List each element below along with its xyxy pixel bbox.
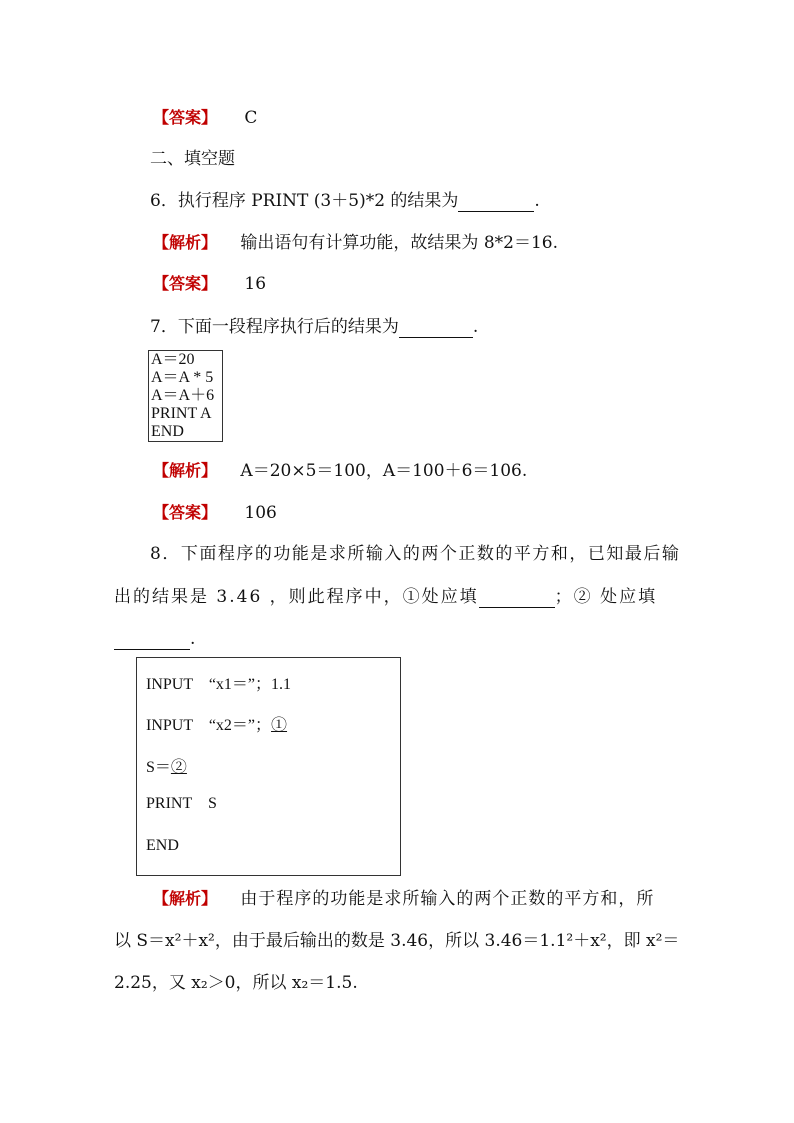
q7-text: 下面一段程序执行后的结果为 [177,317,399,337]
answer-label: 【答案】 [153,274,218,293]
q8-analysis-line2: 以 S＝x²＋x²，由于最后输出的数是 3.46，所以 3.46＝1.1²＋x²，即 x²＝ [114,931,680,951]
code-line: PRINT A [151,405,212,422]
answer-label: 【答案】 [153,108,218,127]
q6-number: 6． [150,191,178,211]
q7-number: 7． [150,317,178,337]
code-line: A＝A * 5 [151,369,214,386]
q6-end: . [534,191,540,211]
q8-question-line3 [114,628,195,650]
q8-text-a: 出的结果是 3.46 ，则此程序中，①处应填 [114,587,479,607]
blank-marker-2: ② [170,759,187,776]
q8-question-line2 [114,586,657,608]
analysis-label: 【解析】 [153,461,218,480]
q5-answer-row [153,107,257,129]
code-line: INPUT “x1＝”；1.1 [146,676,292,693]
analysis-label: 【解析】 [153,233,218,252]
q6-text: 执行程序 PRINT (3＋5)*2 的结果为 [177,191,459,211]
q7-answer-value: 106 [244,503,277,523]
q6-answer-value: 16 [244,274,267,294]
q7-code-box [148,350,223,442]
code-line [146,712,287,735]
q8-analysis-line3: 2.25，又 x₂＞0，所以 x₂＝1.5. [114,973,358,993]
q8-analysis-line1: 由于程序的功能是求所输入的两个正数的平方和，所 [240,889,655,909]
code-line: END [151,423,184,440]
q8-analysis-row [153,888,654,910]
code-line: PRINT S [146,795,217,812]
analysis-label: 【解析】 [153,889,218,908]
q7-answer-row [153,502,277,524]
q8-code-box [136,657,401,876]
answer-label: 【答案】 [153,503,218,522]
q7-blank [399,319,473,338]
code-line: A＝20 [151,351,195,368]
blank-marker-1: ① [271,717,288,734]
q8-end: . [190,629,196,649]
q8-text-b: ；② 处应填 [554,587,658,607]
q7-analysis: A＝20×5＝100，A＝100＋6＝106. [240,461,528,481]
q5-answer-value: C [244,108,258,128]
code-line: A＝A＋6 [151,387,215,404]
q8-question-line1: 8．下面程序的功能是求所输入的两个正数的平方和，已知最后输 [150,544,681,564]
q8-blank-2 [114,631,190,650]
q6-analysis: 输出语句有计算功能，故结果为 8*2＝16. [240,233,558,253]
code-text: INPUT “x2＝”； [146,717,272,734]
q7-end: . [472,317,479,337]
code-line: END [146,837,179,854]
q8-blank-1 [479,589,555,608]
code-line [146,754,187,777]
q6-analysis-row [153,232,558,254]
q6-answer-row [153,273,266,295]
q6-blank [458,193,534,212]
q7-analysis-row [153,460,527,482]
section-title: 二、填空题 [150,149,235,169]
q7-question [150,316,478,338]
code-text: S＝ [146,759,171,776]
q6-question [150,190,540,212]
